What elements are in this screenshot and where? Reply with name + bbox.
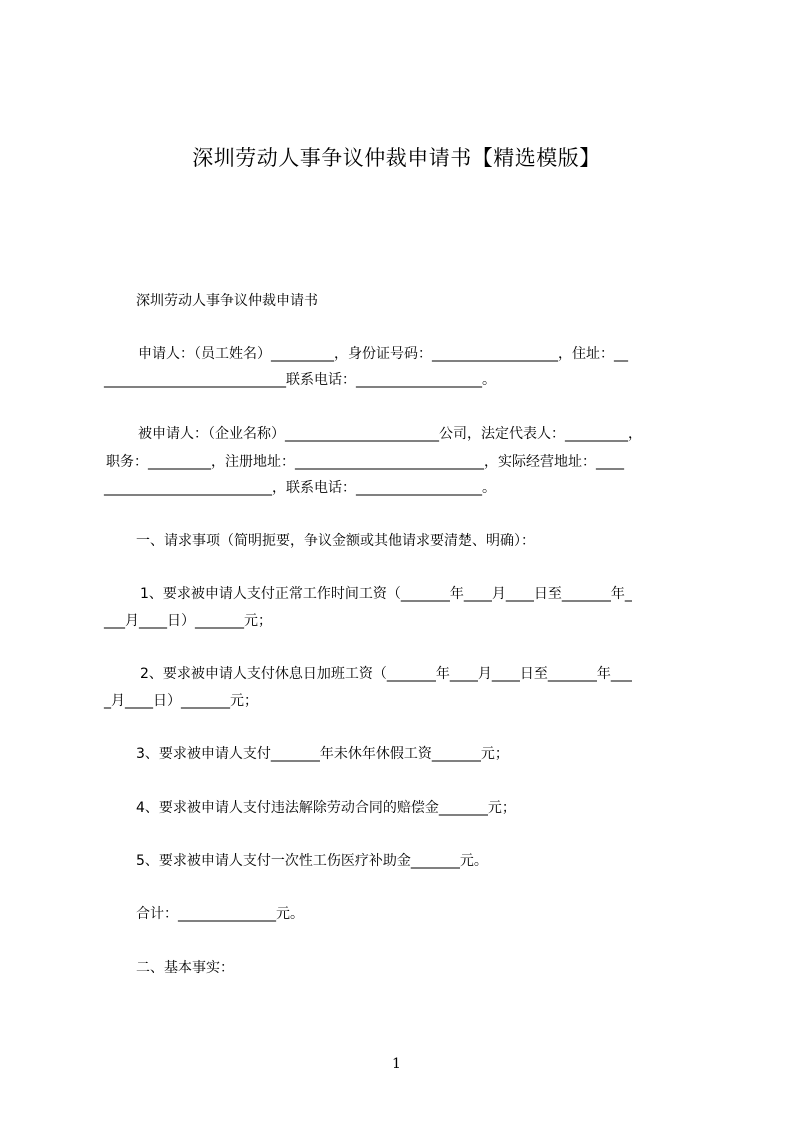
applicant-line-2: __________________________联系电话：__________________。 <box>104 372 496 388</box>
item-2-line-2: _月____日）_______元； <box>104 693 258 709</box>
respondent-line-1: 被申请人：（企业名称）______________________公司，法定代表人：_________， <box>138 426 642 442</box>
item-3: 3、要求被申请人支付_______年未休年休假工资_______元； <box>136 746 509 762</box>
page-number: 1 <box>392 1056 401 1072</box>
respondent-line-3: ________________________，联系电话：__________________。 <box>104 480 496 496</box>
item-1-line-2: ___月____日）_______元； <box>104 613 272 629</box>
item-4: 4、要求被申请人支付违法解除劳动合同的赔偿金_______元； <box>136 800 516 816</box>
section-1-heading: 一、请求事项（简明扼要，争议金额或其他请求要清楚、明确）： <box>136 533 535 549</box>
total-line: 合计：______________元。 <box>136 906 304 922</box>
applicant-line-1: 申请人：（员工姓名）_________，身份证号码：__________________，住址：__ <box>138 346 628 362</box>
document-title: 深圳劳动人事争议仲裁申请书【精选模版】 <box>192 146 601 170</box>
respondent-line-2: 职务：_________，注册地址：___________________________，实际经营地址：____ <box>106 454 624 470</box>
section-2-heading: 二、基本事实： <box>136 960 234 976</box>
item-1-line-1: 1、要求被申请人支付正常工作时间工资（_______年____月____日至_______年_ <box>140 586 632 602</box>
item-5: 5、要求被申请人支付一次性工伤医疗补助金_______元。 <box>136 853 488 869</box>
document-subtitle: 深圳劳动人事争议仲裁申请书 <box>136 293 318 309</box>
item-2-line-1: 2、要求被申请人支付休息日加班工资（_______年____月____日至_______年___ <box>140 666 632 682</box>
